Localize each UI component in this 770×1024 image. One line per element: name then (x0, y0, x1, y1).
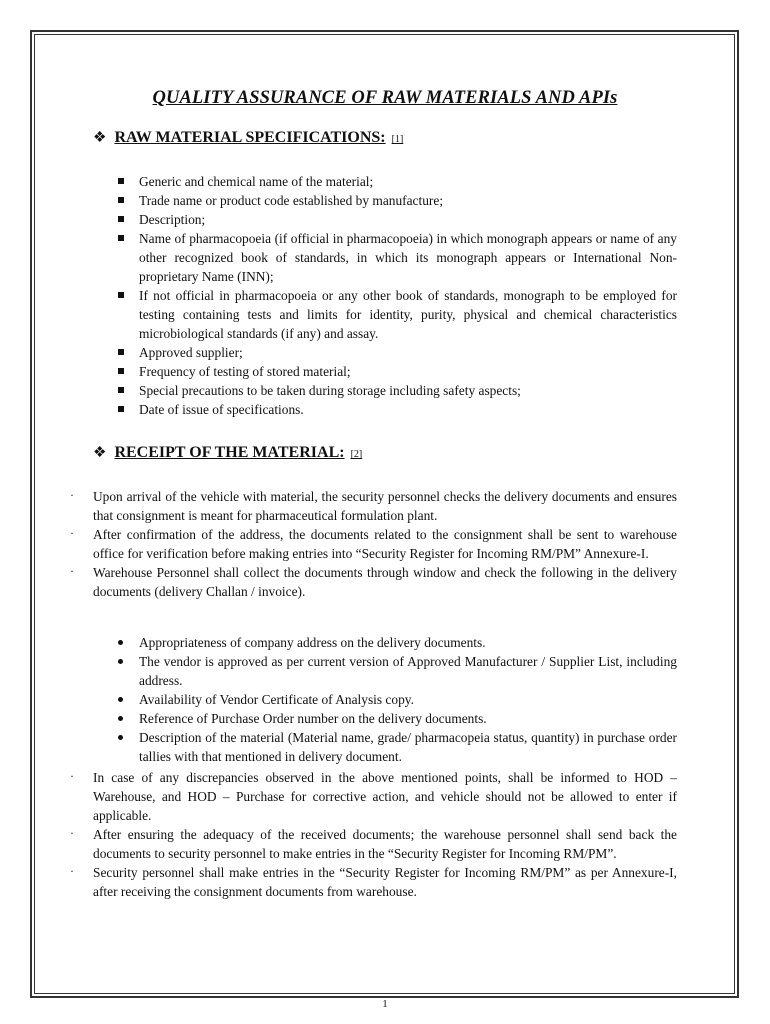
list-item (70, 487, 677, 525)
dot-bullet-icon: · (70, 526, 74, 540)
list-item: Approved supplier; (139, 343, 677, 362)
list-item: Appropriateness of company address on the delivery documents. (139, 633, 677, 652)
list-item-text: After confirmation of the address, the documents related to the consignment shall be sent to warehouse office for verification before making entries into “Security Register for Incoming RM/PM” Annexure-I. (93, 527, 677, 561)
list-item (70, 825, 677, 863)
list-item: Date of issue of specifications. (139, 400, 677, 419)
dot-bullet-icon: · (70, 769, 74, 783)
section-heading-receipt (93, 443, 362, 462)
list-item: Special precautions to be taken during storage including safety aspects; (139, 381, 677, 400)
list-item: Name of pharmacopoeia (if official in pharmacopoeia) in which monograph appears or name of any other recognized book of standards, in which its monograph appears or International Non-proprietary Name (INN); (139, 231, 677, 284)
dot-bullet-icon: · (70, 826, 74, 840)
list-item-text: Security personnel shall make entries in the “Security Register for Incoming RM/PM” as per Annexure-I, after receiving the consignment documents from warehouse. (93, 865, 677, 899)
dot-bullet-icon: · (70, 488, 74, 502)
list-item: If not official in pharmacopoeia or any other book of standards, monograph to be employed for testing containing tests and limits for identity, purity, physical and chemical characteristics microbiological standards (if any) and assay. (139, 288, 677, 341)
list-item: Trade name or product code established by manufacture; (139, 191, 677, 210)
citation-ref: [2] (350, 449, 363, 460)
document-title: QUALITY ASSURANCE OF RAW MATERIALS AND APIs (152, 88, 618, 108)
diamond-bullet-icon: ❖ (93, 130, 107, 146)
list-item (70, 863, 677, 901)
document-checks-list (139, 633, 677, 766)
list-item-text: Upon arrival of the vehicle with material, the security personnel checks the delivery documents and ensures that consignment is meant for pharmaceutical formulation plant. (93, 489, 677, 523)
list-item: Description; (139, 210, 677, 229)
list-item-text: In case of any discrepancies observed in the above mentioned points, shall be informed to HOD – Warehouse, and HOD – Purchase for corrective action, and vehicle should not be allowed to enter if applicable. (93, 770, 677, 823)
citation-ref: [1] (391, 134, 404, 145)
section-heading-text: RECEIPT OF THE MATERIAL: (114, 444, 345, 461)
list-item (70, 525, 677, 563)
receipt-followup-list (70, 768, 677, 901)
dot-bullet-icon: · (70, 564, 74, 578)
specifications-list (139, 172, 677, 419)
receipt-steps-list (70, 487, 677, 601)
list-item: The vendor is approved as per current version of Approved Manufacturer / Supplier List, including address. (139, 654, 677, 688)
page-number: 1 (382, 998, 388, 1010)
list-item-text: Warehouse Personnel shall collect the documents through window and check the following in the delivery documents (delivery Challan / invoice). (93, 565, 677, 599)
list-item: Generic and chemical name of the material; (139, 172, 677, 191)
list-item (70, 768, 677, 825)
list-item: Reference of Purchase Order number on the delivery documents. (139, 709, 677, 728)
list-item: Description of the material (Material name, grade/ pharmacopeia status, quantity) in purchase order tallies with that mentioned in delivery document. (139, 730, 677, 764)
diamond-bullet-icon: ❖ (93, 445, 107, 461)
list-item: Frequency of testing of stored material; (139, 362, 677, 381)
section-heading-text: RAW MATERIAL SPECIFICATIONS: (114, 129, 386, 146)
list-item-text: After ensuring the adequacy of the received documents; the warehouse personnel shall send back the documents to security personnel to make entries in the “Security Register for Incoming RM/PM”. (93, 827, 677, 861)
section-heading-specifications (93, 128, 403, 147)
list-item (70, 563, 677, 601)
list-item: Availability of Vendor Certificate of Analysis copy. (139, 690, 677, 709)
dot-bullet-icon: · (70, 864, 74, 878)
